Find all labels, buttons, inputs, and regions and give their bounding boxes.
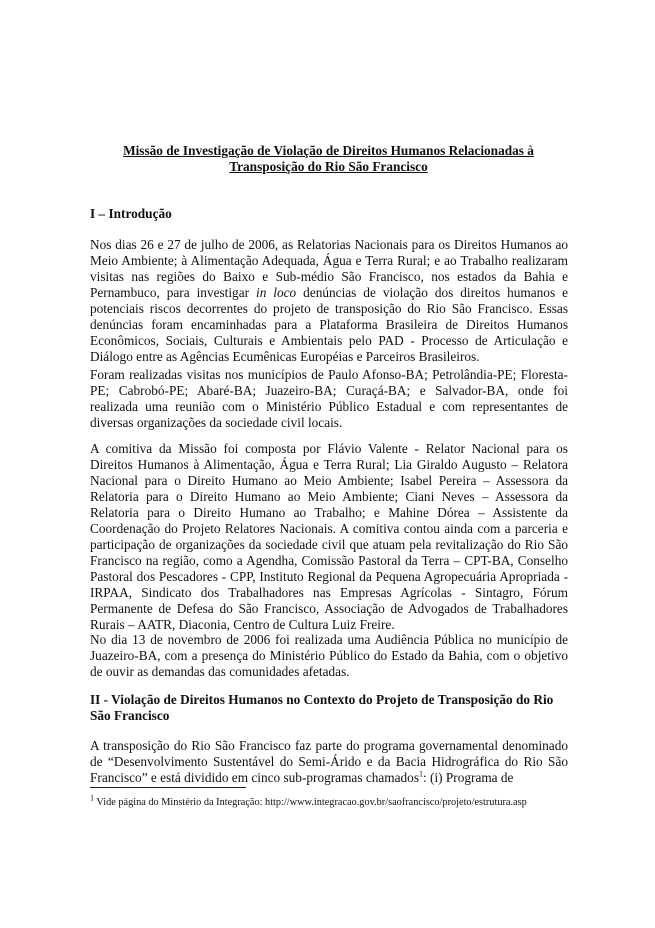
footnote-text: Vide página do Minstério da Integração: http://www.integracao.gov.br/saofrancisco/projeto/estrutura.asp — [94, 797, 527, 808]
paragraph-transposition — [90, 738, 568, 786]
paragraph-introduction — [90, 237, 568, 365]
section-heading-violations: II - Violação de Direitos Humanos no Contexto do Projeto de Transposição do Rio São Francisco — [90, 692, 554, 723]
paragraph-public-hearing: No dia 13 de novembro de 2006 foi realizada uma Audiência Pública no município de Juazeiro-BA, com a presença do Ministério Público do Estado da Bahia, com o objetivo de ouvir as demandas das comunidades afetadas. — [90, 632, 568, 679]
document-title — [90, 143, 567, 175]
paragraph-transposition-part-1: A transposição do Rio São Francisco faz parte do programa governamental denominado de “Desenvolvimento Sustentável do Semi-Árido e da Bacia Hidrográfica do Rio São Francisco” e está dividido em cinco sub-programas chamados — [90, 738, 568, 785]
paragraph-committee: A comitiva da Missão foi composta por Flávio Valente - Relator Nacional para os Direitos Humanos à Alimentação, Água e Terra Rural; Lia Giraldo Augusto – Relatora Nacional para o Direito Humano ao Meio Ambiente; Isabel Pereira – Assessora da Relatoria para o Direito Humano ao Meio Ambiente; Ciani Neves – Assessora da Relatoria para o Direito Humano ao Trabalho; e Mahine Dórea – Assistente da Coordenação do Projeto Relatores Nacionais. A comitiva contou ainda com a parceria e participação de organizações da sociedade civil que atuam pela revitalização do Rio São Francisco na região, como a Agendha, Comissão Pastoral da Terra – CPT-BA, Conselho Pastoral dos Pescadores - CPP, Instituto Regional da Pequena Agropecuária Apropriada - IRPAA, Sindicato dos Trabalhadores nas Empresas Agrícolas - Sintagro, Fórum Permanente de Defesa do São Francisco, Associação de Advogados de Trabalhadores Rurais – AATR, Diaconia, Centro de Cultura Luiz Freire. — [90, 441, 568, 632]
paragraph-visits: Foram realizadas visitas nos municípios de Paulo Afonso-BA; Petrolândia-PE; Floresta-PE; Cabrobó-PE; Abaré-BA; Juazeiro-BA; Curaçá-BA; e Salvador-BA, onde foi realizada uma reunião com o Ministério Público Estadual e com representantes de diversas organizações da sociedade civil locais. — [90, 367, 568, 430]
section-heading-introduction: I – Introdução — [90, 206, 172, 221]
footnote-separator — [90, 787, 246, 788]
title-line-1: Missão de Investigação de Violação de Direitos Humanos Relacionadas à — [123, 143, 534, 158]
title-line-2: Transposição do Rio São Francisco — [229, 159, 428, 174]
footnote-number: 1 — [90, 793, 94, 803]
footnote-reference: 1 — [419, 769, 423, 779]
footnote — [90, 793, 568, 809]
paragraph-transposition-part-2: : (i) Programa de — [423, 770, 514, 785]
paragraph-introduction-part-1: Nos dias 26 e 27 de julho de 2006, as Relatorias Nacionais para os Direitos Humanos ao Meio Ambiente; à Alimentação Adequada, Água e Terra Rural; e ao Trabalho realizaram visitas nas regiões do Baixo e Sub-médio São Francisco, nos estados da Bahia e Pernambuco, para investigar — [90, 237, 568, 300]
paragraph-introduction-part-2: denúncias de violação dos direitos humanos e potenciais riscos decorrentes do projeto de transposição do Rio São Francisco. Essas denúncias foram encaminhadas para a Plataforma Brasileira de Direitos Humanos Econômicos, Sociais, Culturais e Ambientais pelo PAD - Processo de Articulação e Diálogo entre as Agências Ecumênicas Européias e Parceiros Brasileiros. — [90, 285, 568, 364]
paragraph-introduction-italic: in loco — [256, 285, 297, 300]
